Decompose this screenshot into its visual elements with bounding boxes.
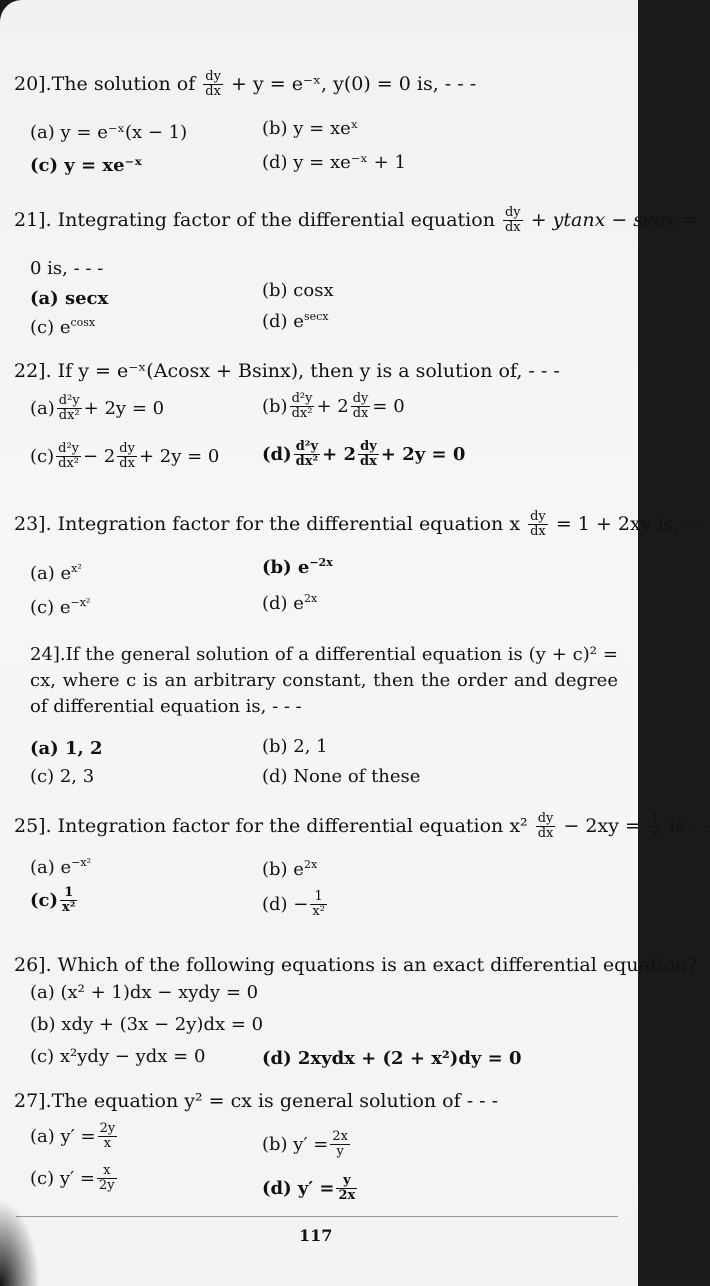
q26-option-d: (d) 2xydx + (2 + x²)dy = 0 bbox=[262, 1048, 522, 1069]
q26-option-c: (c) x²ydy − ydx = 0 bbox=[30, 1046, 206, 1067]
q24-option-d: (d) None of these bbox=[262, 766, 421, 787]
q20-option-d: (d) y = xe⁻ˣ + 1 bbox=[262, 152, 406, 173]
question-24 bbox=[16, 642, 618, 720]
q26-option-b: (b) xdy + (3x − 2y)dx = 0 bbox=[30, 1014, 264, 1035]
q20-option-c: (c) y = xe⁻ˣ bbox=[30, 155, 143, 176]
q21-fraction: $\frac{dy}{dx}$ bbox=[504, 205, 521, 236]
q21-option-c: (c) $e^{cosx}$ bbox=[30, 316, 96, 338]
q22-option-c: (c) $\frac{\text{d²y}}{\text{dx²}}$ − 2 $\frac{dy}{dx}$ + 2y = 0 bbox=[30, 441, 220, 472]
q22-option-b: (b) $\frac{\text{d²y}}{\text{dx²}}$ + 2 $\frac{dy}{dx}$ = 0 bbox=[262, 391, 405, 422]
q25-option-a: (a) $e^{-x^2}$ bbox=[30, 856, 91, 878]
q27-option-c: (c) y′ = $\frac{x}{2y}$ bbox=[30, 1163, 115, 1194]
question-27: 27].The equation y² = cx is general solution of - - - bbox=[14, 1090, 499, 1112]
q23-option-b: (b) $e^{-2x}$ bbox=[262, 556, 333, 578]
q21-option-b: (b) cosx bbox=[262, 280, 334, 301]
question-23: 23]. Integration factor for the differential equation x $\frac{dy}{dx}$ = 1 + 2xy is, - - bbox=[14, 509, 705, 540]
q20-option-a: (a) y = e⁻ˣ(x − 1) bbox=[30, 122, 188, 143]
q27-option-a: (a) y′ = $\frac{2y}{x}$ bbox=[30, 1121, 116, 1152]
q25-option-c: (c) $\frac{1}{\text{x²}}$ bbox=[30, 885, 76, 916]
q25-option-b: (b) $e^{2x}$ bbox=[262, 858, 318, 880]
q26-option-a: (a) (x² + 1)dx − xydy = 0 bbox=[30, 982, 259, 1003]
q24-option-a: (a) 1, 2 bbox=[30, 738, 103, 759]
q27-option-b: (b) y′ = $\frac{2x}{y}$ bbox=[262, 1129, 348, 1160]
q24-stem: 24].If the general solution of a differential equation is (y + c)² = cx, where c is an arbitrary constant, then the order and degree of differential equation is, - - - bbox=[30, 644, 618, 717]
question-21: 21]. Integrating factor of the differential equation $\frac{dy}{dx}$ + ytanx − secx = bbox=[14, 205, 698, 236]
q23-option-c: (c) $e^{-x^2}$ bbox=[30, 596, 91, 618]
q23-option-d: (d) $e^{2x}$ bbox=[262, 592, 318, 614]
question-26: 26]. Which of the following equations is an exact differential equation? bbox=[14, 954, 698, 976]
q20-option-b: (b) y = xeˣ bbox=[262, 118, 359, 139]
page-number: 117 bbox=[299, 1226, 333, 1245]
q21-option-a: (a) secx bbox=[30, 288, 109, 309]
q20-stem: 20].The solution of $\frac{dy}{dx}$ + y = e⁻ˣ, y(0) = 0 is, - - - bbox=[14, 69, 477, 100]
page-edge-shadow bbox=[0, 1200, 40, 1286]
q25-option-d: (d) − $\frac{1}{\text{x²}}$ bbox=[262, 889, 325, 920]
question-25: 25]. Integration factor for the differential equation x² $\frac{dy}{dx}$ − 2xy = $\frac{1}{x}$ is - - bbox=[14, 811, 710, 842]
q23-option-a: (a) $e^{x^2}$ bbox=[30, 562, 82, 584]
q21-line2: 0 is, - - - bbox=[30, 258, 104, 279]
q21-option-d: (d) $e^{secx}$ bbox=[262, 310, 329, 332]
footer-rule bbox=[16, 1216, 618, 1217]
question-20 bbox=[14, 70, 620, 100]
q24-option-b: (b) 2, 1 bbox=[262, 736, 328, 757]
q20-fraction: $\frac{dy}{dx}$ bbox=[205, 69, 221, 100]
question-22: 22]. If y = e⁻ˣ(Acosx + Bsinx), then y is a solution of, - - - bbox=[14, 360, 560, 382]
q22-option-a: (a) $\frac{\text{d²y}}{\text{dx²}}$ + 2y = 0 bbox=[30, 393, 165, 424]
q24-option-c: (c) 2, 3 bbox=[30, 766, 95, 787]
q27-option-d: (d) y′ = $\frac{y}{2x}$ bbox=[262, 1173, 356, 1204]
q22-option-d: (d) $\frac{\text{d²y}}{\text{dx²}}$ + 2 $\frac{dy}{dx}$ + 2y = 0 bbox=[262, 439, 466, 470]
